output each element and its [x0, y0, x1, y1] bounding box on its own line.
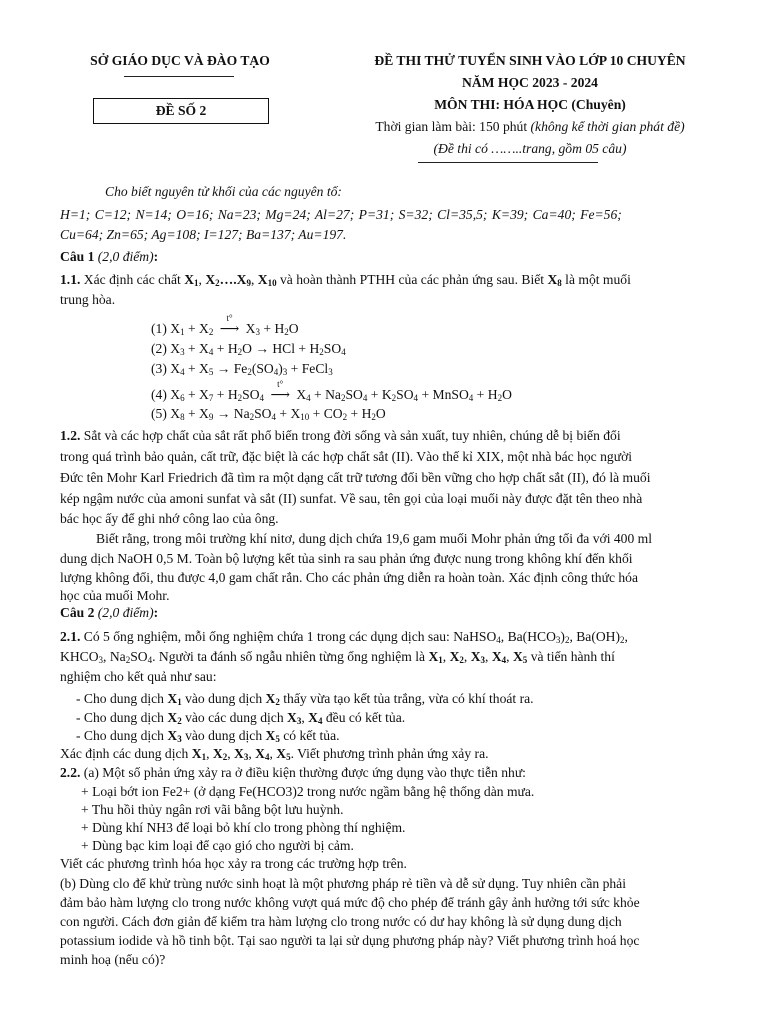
equation-5: (5) $X_8 + X_9 \to Na_2SO_4 + X_{10} + CO_2 + H_2O$	[151, 406, 386, 422]
part-2-2-intro: (a) Một số phản ứng xảy ra ở điều kiện thường được ứng dụng vào thực tiễn như:	[83, 765, 526, 780]
bullet-item: + Dùng bạc kim loại để cạo gió cho người bị cảm.	[81, 838, 354, 853]
exam-title-line1: ĐỀ THI THỬ TUYỂN SINH VÀO LỚP 10 CHUYÊN	[374, 53, 686, 68]
part-2-2-line1	[60, 764, 732, 782]
question-1-title: Câu 1	[60, 249, 95, 264]
equation-1: (1) $X_1 + X_2$ t° ⟶ $X_3 + H_2O$	[151, 320, 299, 338]
part-1-2-label: 1.2.	[60, 428, 81, 443]
part-1-2-line2: trong quá trình bảo quản, cất trữ, đặc biệt là các hợp chất sắt (II). Vào thế kỉ XIX, một nhà bác học người	[60, 449, 633, 464]
exam-time	[320, 118, 740, 136]
bullet-item: + Thu hồi thủy ngân rơi vãi bằng bột lưu huỳnh.	[81, 802, 344, 817]
question-1-heading: Câu 1 (2,0 điểm):	[60, 249, 159, 264]
part-1-2-line3: Đức tên Mohr Karl Friedrich đã tìm ra một dạng cất trữ tương đối bền vững cho hợp chất sắt (II), đó là muối	[60, 470, 651, 485]
part-2-2b-line5: minh hoạ (nếu có)?	[60, 952, 166, 967]
exam-time-note: (không kể thời gian phát đề)	[530, 119, 685, 134]
exam-time-text: Thời gian làm bài: 150 phút	[375, 119, 531, 134]
question-2-points: (2,0 điểm)	[97, 605, 154, 620]
question-2-title: Câu 2	[60, 605, 95, 620]
part-1-2b-line3: lượng không đổi, thu được 4,0 gam chất rắn. Cho các phản ứng diễn ra hoàn toàn. Xác định công thức hóa	[60, 570, 639, 585]
equation-2: (2) $X_3 + X_4 + H_2O$ → HCl + $H_2SO_4$	[151, 341, 346, 357]
question-1-points: (2,0 điểm)	[97, 249, 154, 264]
part-1-1-label: 1.1.	[60, 272, 81, 287]
equation-3: (3) $X_4 + X_5 \to Fe_2(SO_4)_3$ + FeCl$_3$	[151, 361, 333, 377]
equation-4: (4) $X_6 + X_7 + H_2SO_4$ t° ⟶ $X_4 + Na_2SO_4 + K_2SO_4$ + MnSO$_4$ + $H_2O$	[151, 386, 512, 404]
part-2-1-line2: $KHCO_3$, $Na_2SO_4$. Người ta đánh số ngẫu nhiên từng ống nghiệm là $X_1$, $X_2$, $X_3$, $X_4$, $X_5$ và tiến hành thí	[60, 649, 615, 665]
part-2-2-label: 2.2.	[60, 765, 81, 780]
part-2-1-line3: nghiệm cho kết quả như sau:	[60, 669, 217, 684]
part-1-2b-line1: Biết rằng, trong môi trường khí nitơ, dung dịch chứa 19,6 gam muối Mohr phản ứng tối đa với 400 ml	[96, 531, 653, 546]
part-2-1-item2: - Cho dung dịch $X_2$ vào các dung dịch $X_3$, $X_4$ đều có kết tủa.	[76, 710, 406, 726]
atomic-mass-list-2: Cu=64; Zn=65; Ag=108; I=127; Ba=137; Au=197.	[60, 227, 347, 242]
part-1-2-line4: kép ngậm nước của amoni sunfat và sắt (II) sunfat. Về sau, tên gọi của loại muối này được đặt tên theo nhà	[60, 491, 643, 506]
header-underline-left	[124, 76, 234, 77]
part-2-1-item3: - Cho dung dịch $X_3$ vào dung dịch $X_5$ có kết tủa.	[76, 728, 340, 744]
part-1-2b-line2: dung dịch NaOH 0,5 M. Toàn bộ lượng kết tủa sinh ra sau phản ứng được nung trong không khí đến khối	[60, 551, 633, 566]
part-1-1-line1: 1.1. Xác định các chất $X_1$, $X_2\dots.X_9$, $X_{10}$ và hoàn thành PTHH của các phản ứng sau. Biết $X_8$ là một muối	[60, 272, 631, 288]
part-2-2b-line2: đảm bảo hàm lượng clo trong nước không vượt quá mức độ cho phép để tránh gây ảnh hưởng tới sức khỏe	[60, 895, 640, 910]
bullet-item: + Loại bớt ion Fe2+ (ở dạng Fe(HCO3)2 trong nước ngầm bằng hệ thống dàn mưa.	[81, 784, 535, 799]
part-1-2-text: Sắt và các hợp chất của sắt rất phổ biến trong đời sống và sản xuất, tuy nhiên, chúng dễ bị biến đổi	[80, 428, 621, 443]
part-2-1-item1: - Cho dung dịch $X_1$ vào dung dịch $X_2$ thấy vừa tạo kết tủa trắng, vừa có khí thoát ra.	[76, 691, 534, 707]
exam-code-box: ĐỀ SỐ 2	[93, 98, 269, 124]
part-1-2-line1	[60, 427, 732, 445]
exam-subject: MÔN THI: HÓA HỌC (Chuyên)	[434, 97, 626, 112]
part-1-2b-line4: học của muối Mohr.	[60, 588, 170, 603]
part-2-1-task: Xác định các dung dịch $X_1$, $X_2$, $X_3$, $X_4$, $X_5$. Viết phương trình phản ứng xảy ra.	[60, 746, 489, 762]
atomic-mass-intro: Cho biết nguyên tử khối của các nguyên tố:	[105, 184, 342, 199]
part-2-1-label: 2.1.	[60, 629, 81, 644]
part-1-2-line5: bác học ấy để ghi nhớ công lao của ông.	[60, 511, 279, 526]
department-name: SỞ GIÁO DỤC VÀ ĐÀO TẠO	[90, 53, 270, 68]
exam-pages-note: (Đề thi có ……..trang, gồm 05 câu)	[433, 141, 627, 156]
part-2-2b-line1: (b) Dùng clo để khử trùng nước sinh hoạt là một phương pháp rẻ tiền và dễ sử dụng. Tuy nhiên cần phải	[60, 876, 626, 891]
temperature-label: t°	[277, 379, 284, 389]
temperature-label: t°	[226, 313, 233, 323]
part-2-1-line1: 2.1. Có 5 ống nghiệm, mỗi ống nghiệm chứa 1 trong các dụng dịch sau: NaHSO$_4$, $Ba(HCO_3)_2$, $Ba(OH)_2$,	[60, 629, 628, 645]
bullet-item: + Dùng khí NH3 để loại bỏ khí clo trong phòng thí nghiệm.	[81, 820, 406, 835]
part-1-1-line2: trung hòa.	[60, 292, 116, 307]
header-underline-right	[418, 162, 598, 163]
part-2-2b-line3: con người. Cách đơn giản để kiểm tra hàm lượng clo trong nước có dư hay không là sử dụng dung dịch	[60, 914, 622, 929]
part-2-2-write: Viết các phương trình hóa học xảy ra trong các trường hợp trên.	[60, 856, 407, 871]
atomic-mass-list-1: H=1; C=12; N=14; O=16; Na=23; Mg=24; Al=27; P=31; S=32; Cl=35,5; K=39; Ca=40; Fe=56;	[60, 207, 622, 222]
part-2-2b-line4: potassium iodide và hồ tinh bột. Tại sao người ta lại sử dụng phương pháp này? Viết phương trình hoá học	[60, 933, 640, 948]
question-2-heading: Câu 2 (2,0 điểm):	[60, 605, 159, 620]
exam-title-line2: NĂM HỌC 2023 - 2024	[462, 75, 598, 90]
